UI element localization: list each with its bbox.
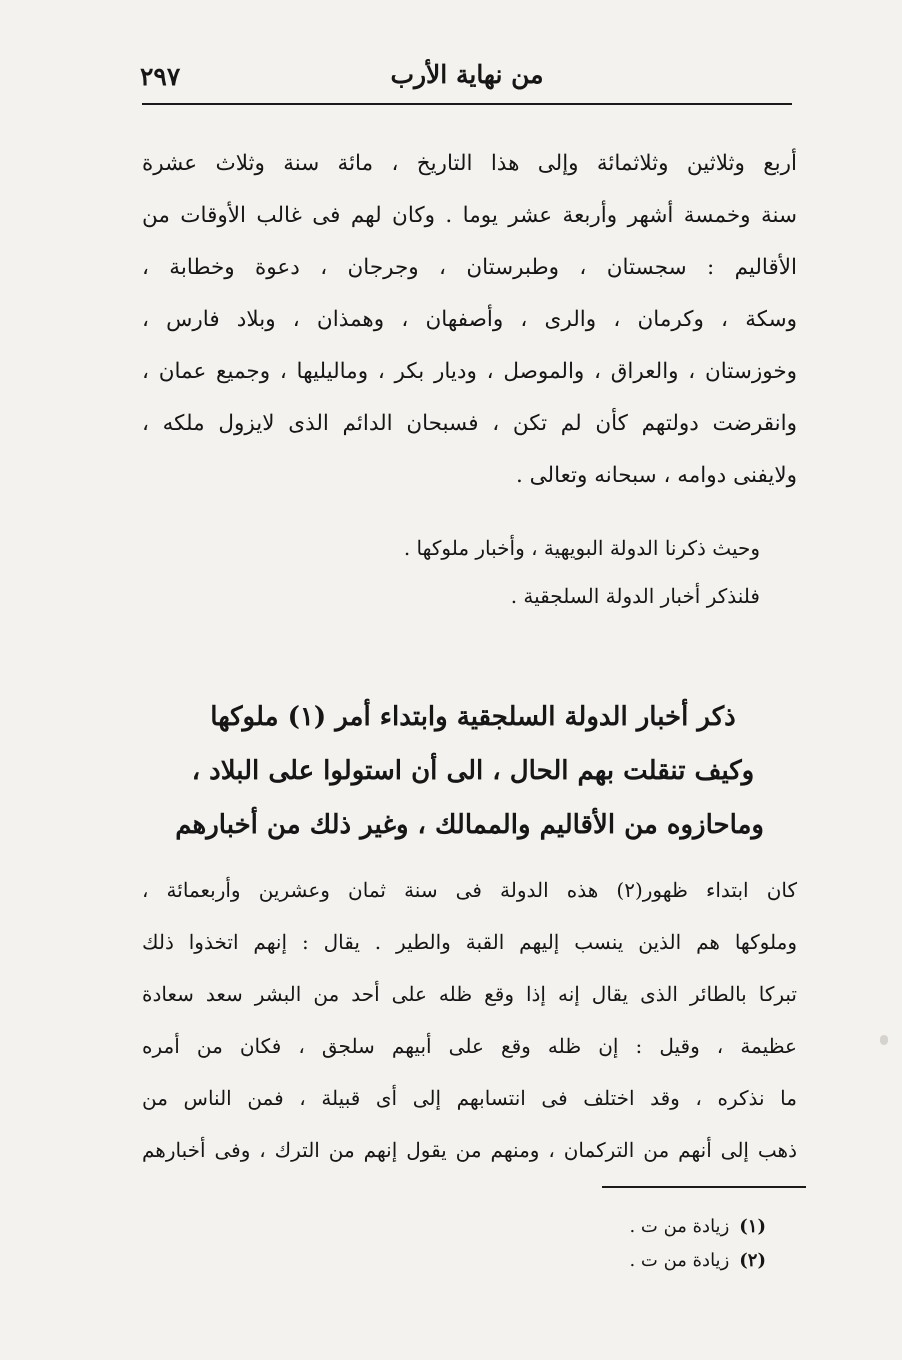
transition-lines: [250, 524, 760, 620]
footnote: [580, 1244, 766, 1278]
page-header: [140, 60, 794, 100]
footnote-text: زيادة من ت .: [629, 1250, 730, 1271]
paper-speck: [880, 1035, 888, 1045]
paragraph-2: [142, 864, 797, 1176]
text-line: وملوكها هم الذين ينسب إليهم القبة والطير . يقال : إنهم اتخذوا ذلك: [142, 930, 797, 954]
text-line: الأقاليم : سجستان ، وطبرستان ، وجرجان ، دعوة وخطابة ،: [142, 255, 797, 280]
footnotes: [580, 1210, 766, 1278]
text-line: وحيث ذكرنا الدولة البويهية ، وأخبار ملوكها .: [403, 536, 760, 560]
text-line: أربع وثلاثين وثلاثمائة وإلى هذا التاريخ ، مائة سنة وثلاث عشرة: [142, 151, 797, 176]
text-line: تبركا بالطائر الذى يقال إنه إذا وقع ظله على أحد من البشر سعد سعادة: [142, 982, 797, 1006]
header-rule: [142, 103, 792, 105]
text-line: سنة وخمسة أشهر وأربعة عشر يوما . وكان لهم فى غالب الأوقات من: [142, 203, 797, 228]
text-line: عظيمة ، وقيل : إن ظله وقع على أبيهم سلجق ، فكان من أمره: [142, 1034, 797, 1058]
paragraph-1: [142, 138, 797, 502]
heading-line: وكيف تنقلت بهم الحال ، الى أن استولوا على البلاد ،: [191, 756, 755, 786]
running-title: من نهاية الأرب: [390, 60, 544, 89]
text-line: ذهب إلى أنهم من التركمان ، ومنهم من يقول إنهم من الترك ، وفى أخبارهم: [142, 1138, 797, 1162]
footnote-rule: [602, 1186, 806, 1188]
text-line: فلنذكر أخبار الدولة السلجقية .: [510, 584, 760, 608]
text-line: ولايفنى دوامه ، سبحانه وتعالى .: [515, 463, 797, 488]
section-heading: [175, 690, 764, 852]
text-line: ما نذكره ، وقد اختلف فى انتسابهم إلى أى قبيلة ، فمن الناس من: [142, 1086, 797, 1110]
footnote-mark: (٢): [739, 1250, 766, 1271]
footnote: [580, 1210, 766, 1244]
text-line: وسكة ، وكرمان ، والرى ، وأصفهان ، وهمذان ، وبلاد فارس ،: [142, 307, 797, 332]
text-line: وخوزستان ، والعراق ، والموصل ، وديار بكر ، وماليليها ، وجميع عمان ،: [142, 359, 797, 384]
footnote-text: زيادة من ت .: [629, 1216, 730, 1237]
heading-line: ذكر أخبار الدولة السلجقية وابتداء أمر (١) ملوكها: [210, 702, 736, 732]
heading-line: وماحازوه من الأقاليم والممالك ، وغير ذلك من أخبارهم: [175, 810, 764, 840]
text-line: كان ابتداء ظهور(٢) هذه الدولة فى سنة ثمان وعشرين وأربعمائة ،: [142, 878, 797, 902]
text-line: وانقرضت دولتهم كأن لم تكن ، فسبحان الدائم الذى لايزول ملكه ،: [142, 411, 797, 436]
page-number: ٢٩٧: [140, 62, 181, 91]
footnote-mark: (١): [739, 1216, 766, 1237]
